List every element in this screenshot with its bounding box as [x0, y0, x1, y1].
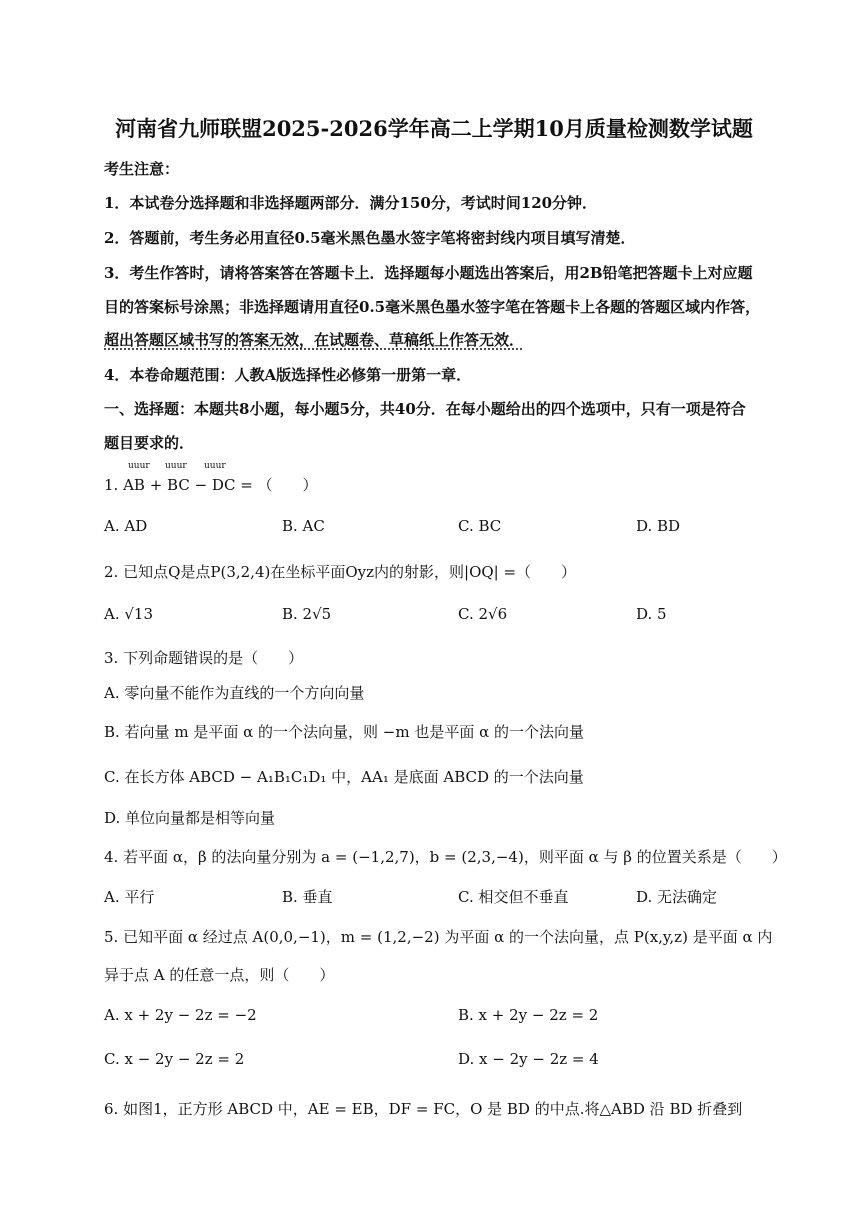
- question-2-stem: 2. 已知点Q是点P(3,2,4)在坐标平面Oyz内的射影，则|OQ| =（ ）: [104, 563, 577, 581]
- q3-option-c: C. 在长方体 ABCD − A₁B₁C₁D₁ 中，AA₁ 是底面 ABCD 的一个法向量: [104, 768, 584, 786]
- notice-2: 2．答题前，考生务必用直径0.5毫米黑色墨水签字笔将密封线内项目填写清楚．: [104, 229, 636, 247]
- notice-heading: 考生注意：: [104, 160, 180, 178]
- notice-3-line-3: 超出答题区域书写的答案无效，在试题卷、草稿纸上作答无效．: [104, 331, 525, 349]
- q1-option-b: B. AC: [282, 517, 325, 535]
- q1-option-d: D. BD: [636, 517, 681, 535]
- question-5-stem-line-2: 异于点 A 的任意一点，则（ ）: [104, 966, 335, 984]
- notice-4: 4．本卷命题范围：人教A版选择性必修第一册第一章．: [104, 366, 472, 384]
- q1-option-c: C. BC: [458, 517, 502, 535]
- notice-3-line-2: 目的答案标号涂黑；非选择题请用直径0.5毫米黑色墨水签字笔在答题卡上各题的答题区域内作答，: [104, 298, 761, 316]
- notice-3-line-1: 3．考生作答时，请将答案答在答题卡上．选择题每小题选出答案后，用2B铅笔把答题卡上对应题: [104, 264, 753, 282]
- q2-option-a: A. √13: [104, 605, 154, 623]
- question-6-stem: 6. 如图1，正方形 ABCD 中，AE = EB，DF = FC，O 是 BD 的中点.将△ABD 沿 BD 折叠到: [104, 1100, 743, 1118]
- question-5-stem-line-1: 5. 已知平面 α 经过点 A(0,0,−1)，m = (1,2,−2) 为平面 α 的一个法向量，点 P(x,y,z) 是平面 α 内: [104, 928, 773, 946]
- q5-option-b: B. x + 2y − 2z = 2: [458, 1006, 599, 1024]
- q4-option-a: A. 平行: [104, 888, 155, 906]
- vector-accent: uuur: [128, 461, 150, 471]
- q4-option-d: D. 无法确定: [636, 888, 718, 906]
- section-1-heading: 一、选择题：本题共8小题，每小题5分，共40分．在每小题给出的四个选项中，只有一项是符合: [104, 400, 746, 418]
- q5-option-a: A. x + 2y − 2z = −2: [104, 1006, 257, 1024]
- question-3-stem: 3. 下列命题错误的是（ ）: [104, 649, 304, 667]
- q2-option-d: D. 5: [636, 605, 667, 623]
- q2-option-b: B. 2√5: [282, 605, 332, 623]
- q3-option-b: B. 若向量 m 是平面 α 的一个法向量，则 −m 也是平面 α 的一个法向量: [104, 723, 584, 741]
- q1-option-a: A. AD: [104, 517, 148, 535]
- q5-option-d: D. x − 2y − 2z = 4: [458, 1050, 599, 1068]
- page-title: 河南省九师联盟2025-2026学年高二上学期10月质量检测数学试题: [115, 116, 753, 141]
- q3-option-d: D. 单位向量都是相等向量: [104, 809, 276, 827]
- q4-option-c: C. 相交但不垂直: [458, 888, 569, 906]
- notice-1: 1．本试卷分选择题和非选择题两部分．满分150分，考试时间120分钟．: [104, 194, 598, 212]
- vector-accent: uuur: [204, 461, 226, 471]
- q5-option-c: C. x − 2y − 2z = 2: [104, 1050, 245, 1068]
- q4-option-b: B. 垂直: [282, 888, 333, 906]
- q2-option-c: C. 2√6: [458, 605, 508, 623]
- vector-accent: uuur: [165, 461, 187, 471]
- question-4-stem: 4. 若平面 α，β 的法向量分别为 a = (−1,2,7)，b = (2,3,−4)，则平面 α 与 β 的位置关系是（ ）: [104, 848, 787, 866]
- q3-option-a: A. 零向量不能作为直线的一个方向向量: [104, 684, 365, 702]
- question-1-stem: 1. AB + BC − DC = （ ）: [104, 476, 318, 494]
- section-1-heading-cont: 题目要求的．: [104, 434, 195, 452]
